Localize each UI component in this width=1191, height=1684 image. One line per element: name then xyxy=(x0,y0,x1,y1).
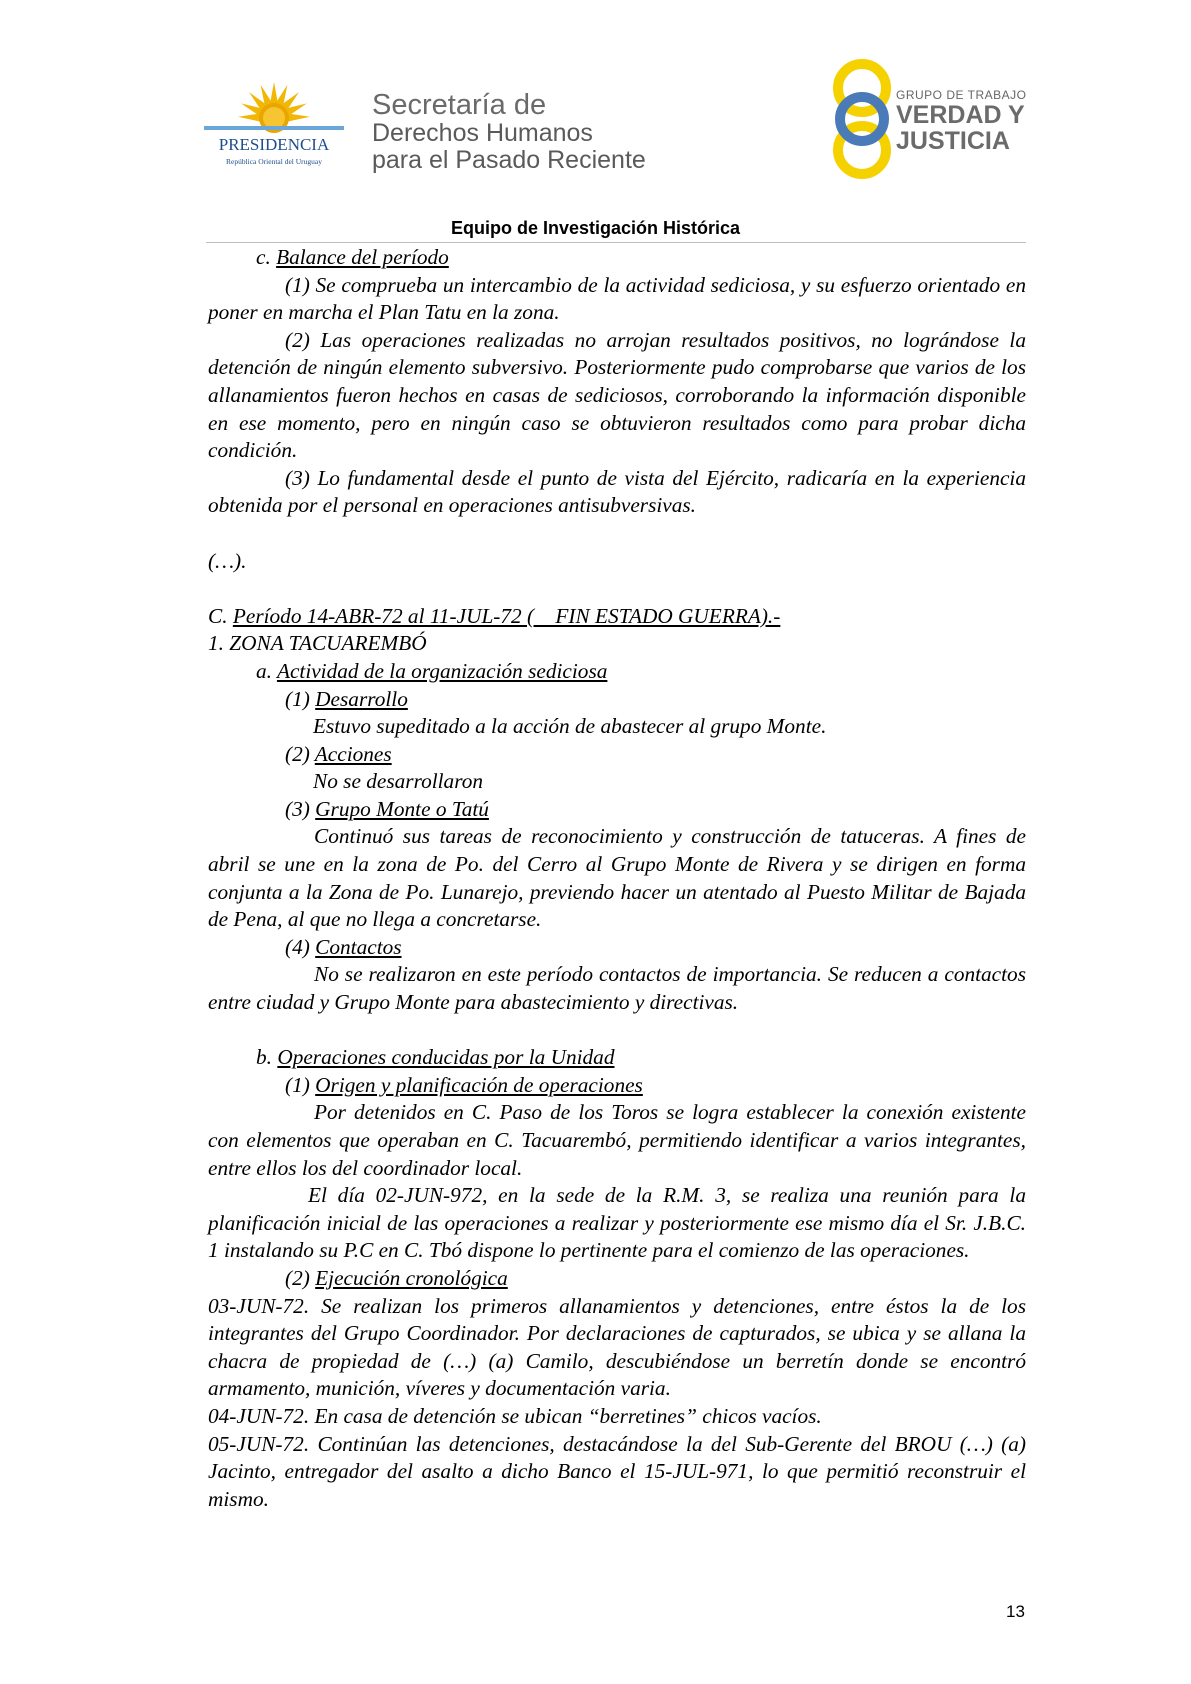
verdad-justicia-wordmark xyxy=(896,88,1026,154)
item-a3-heading xyxy=(208,796,1026,824)
item-a4-heading xyxy=(208,934,1026,962)
vj-line-1: VERDAD Y xyxy=(896,101,1025,129)
paragraph-c1: (1) Se comprueba un intercambio de la actividad sediciosa, y su esfuerzo orientado en poner en marcha el Plan Tatu en la zona. xyxy=(208,272,1026,325)
period-title: Período 14-ABR-72 al 11-JUL-72 ( FIN ESTADO GUERRA).- xyxy=(232,603,781,628)
item-b1-heading xyxy=(208,1072,1026,1100)
section-b-letter: b. xyxy=(256,1045,272,1070)
item-a1-number: (1) xyxy=(285,686,310,711)
presidencia-sun-logo xyxy=(196,78,352,178)
item-b1-text-1: Por detenidos en C. Paso de los Toros se logra establecer la conexión existente con elementos que operaban en C. Tacuarembó, permitiendo identificar a varios integrantes, entre ellos los del coordinador local. xyxy=(208,1100,1026,1180)
item-a1-title: Desarrollo xyxy=(315,686,408,711)
item-a4-text: No se realizaron en este período contactos de importancia. Se reducen a contactos entre ciudad y Grupo Monte para abastecimiento y directivas. xyxy=(208,962,1026,1015)
section-c-heading xyxy=(208,244,1026,272)
chronology-entry-3: 05-JUN-72. Continúan las detenciones, destacándose la del Sub-Gerente del BROU (…) (a) Jacinto, entregador del asalto a dicho Banco el 15-JUL-971, lo que permitió reconstruir el mismo. xyxy=(208,1431,1026,1511)
item-a2-number: (2) xyxy=(285,741,310,766)
section-b-title: Operaciones conducidas por la Unidad xyxy=(277,1045,615,1070)
vj-line-2: JUSTICIA xyxy=(896,127,1010,155)
item-a2-title: Acciones xyxy=(314,741,392,766)
section-b-heading xyxy=(208,1044,1026,1072)
chronology-entry-1: 03-JUN-72. Se realizan los primeros allanamientos y detenciones, entre éstos la de los integrantes del Grupo Coordinador. Por declaraciones de capturados, se ubica y se allana la chacra de propiedad de (…) (a) Camilo, descubiéndose un berretín donde se encontró armamento, munición, víveres y documentación varia. xyxy=(208,1293,1026,1401)
item-b2-number: (2) xyxy=(285,1265,310,1290)
paragraph-c2: (2) Las operaciones realizadas no arrojan resultados positivos, no lográndose la detención de ningún elemento subversivo. Posteriormente pudo comprobarse que varios de los allanamientos fueron hechos en casas de sediciosos, corroborando la información disponible en ese momento, pero en ningún caso se obtuvieron resultados como para probar dicha condición. xyxy=(208,327,1026,463)
item-a3-title: Grupo Monte o Tatú xyxy=(315,796,489,821)
item-a4-number: (4) xyxy=(285,934,310,959)
item-a2-heading xyxy=(208,741,1026,769)
section-a-heading xyxy=(208,658,1026,686)
team-title: Equipo de Investigación Histórica xyxy=(450,218,741,238)
item-a3-text: Continuó sus tareas de reconocimiento y construcción de tatuceras. A fines de abril se une en la zona de Po. del Cerro al Grupo Monte de Rivera y se dirigen en forma conjunta a la Zona de Po. Lunarejo, previendo hacer un atentado al Puesto Militar de Bajada de Pena, al que no llega a concretarse. xyxy=(208,824,1026,932)
item-b1-number: (1) xyxy=(285,1072,310,1097)
paragraph-c3: (3) Lo fundamental desde el punto de vista del Ejército, radicaría en la experiencia obtenida por el personal en operaciones antisubversivas. xyxy=(208,465,1026,518)
item-a3-number: (3) xyxy=(285,796,310,821)
header-divider xyxy=(206,242,1026,243)
secretaria-line-2: Derechos Humanos xyxy=(372,119,593,147)
item-a1-text: Estuvo supeditado a la acción de abastecer al grupo Monte. xyxy=(313,714,827,739)
secretaria-wordmark xyxy=(372,90,646,174)
item-b2-title: Ejecución cronológica xyxy=(315,1265,508,1290)
section-c-letter: c. xyxy=(256,245,271,269)
vj-small-label: GRUPO DE TRABAJO xyxy=(896,88,1027,102)
item-b1-title: Origen y planificación de operaciones xyxy=(315,1072,643,1097)
zona-heading: 1. ZONA TACUAREMBÓ xyxy=(208,631,427,656)
presidencia-name: PRESIDENCIA xyxy=(218,135,330,154)
section-a-title: Actividad de la organización sediciosa xyxy=(276,658,608,683)
secretaria-line-3: para el Pasado Reciente xyxy=(372,146,646,174)
section-c-title: Balance del período xyxy=(276,245,449,269)
chronology-entry-2: 04-JUN-72. En casa de detención se ubican “berretines” chicos vacíos. xyxy=(208,1403,822,1428)
item-a4-title: Contactos xyxy=(315,934,402,959)
item-a2-text: No se desarrollaron xyxy=(313,769,483,794)
verdad-justicia-rings-logo xyxy=(822,58,902,180)
period-heading xyxy=(208,603,1026,631)
presidencia-subtitle: República Oriental del Uruguay xyxy=(225,157,323,166)
item-b1-text-2: El día 02-JUN-972, en la sede de la R.M. 3, se realiza una reunión para la planificación inicial de las operaciones a realizar y posteriormente ese mismo día el Sr. J.B.C. 1 instalando su P.C en C. Tbó dispone lo pertinente para el comienzo de las operaciones. xyxy=(208,1183,1026,1263)
section-a-letter: a. xyxy=(256,658,272,683)
period-letter: C. xyxy=(208,603,228,628)
ellipsis-marker: (…). xyxy=(208,548,247,573)
document-body xyxy=(208,244,1026,1513)
secretaria-line-1: Secretaría de xyxy=(372,89,547,121)
item-a1-heading xyxy=(208,686,1026,714)
item-b2-heading xyxy=(208,1265,1026,1293)
page-number: 13 xyxy=(1006,1602,1025,1621)
